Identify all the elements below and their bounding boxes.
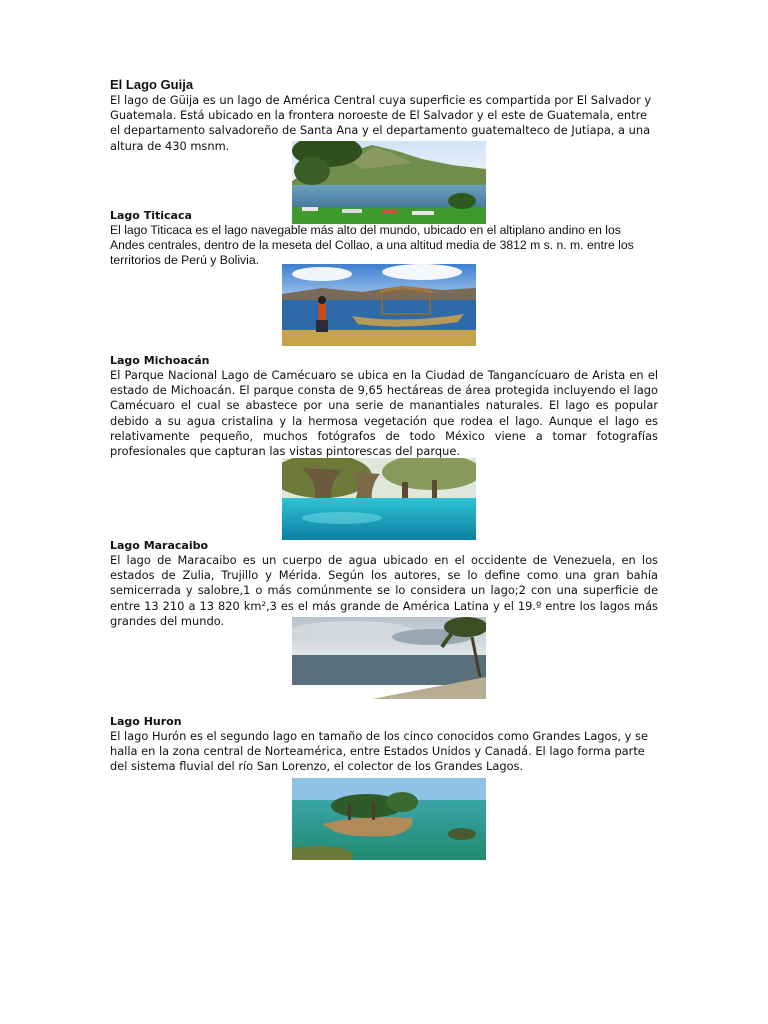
section-title: Lago Titicaca bbox=[110, 209, 192, 222]
section-huron bbox=[110, 715, 658, 775]
section-text: El lago Hurón es el segundo lago en tamaño de los cinco conocidos como Grandes Lagos, y se halla en la zona central de Norteamérica, entre Estados Unidos y Canadá. El lago forma parte del sistema fluvial del río San Lorenzo, el colector de los Grandes Lagos. bbox=[110, 729, 648, 774]
photo-lago-maracaibo bbox=[292, 617, 486, 699]
photo-lago-michoacan bbox=[282, 458, 476, 540]
section-maracaibo bbox=[110, 539, 658, 629]
section-titicaca bbox=[110, 209, 658, 269]
section-title: El Lago Guija bbox=[110, 77, 194, 92]
section-text: El lago de Güija es un lago de América Central cuya superficie es compartida por El Salvador y Guatemala. Está ubicado en la frontera noroeste de El Salvador y el este de Guatemala, entre el departamento salvadoreño de Santa Ana y el departamento guatemalteco de Jutiapa, a una altura de 430 msnm. bbox=[110, 93, 652, 153]
section-title: Lago Michoacán bbox=[110, 354, 210, 367]
section-text: El lago Titicaca es el lago navegable más alto del mundo, ubicado en el altiplano andino en los Andes centrales, dentro de la meseta del Collao, a una altitud media de 3812 m s. n. m. entre los territorios de Perú y Bolivia. bbox=[110, 223, 634, 268]
photo-lago-titicaca bbox=[282, 264, 476, 346]
section-text: El lago de Maracaibo es un cuerpo de agua ubicado en el occidente de Venezuela, en los estados de Zulia, Trujillo y Mérida. Según los autores, se lo define como una gran bahía semicerrada y salobre,1 o más comúnmente se lo considera un lago;2 con una superficie de entre 13 210 a 13 820 km²,3 es el más grande de América Latina y el 19.º entre los lagos más grandes del mundo. bbox=[110, 553, 658, 628]
section-title: Lago Maracaibo bbox=[110, 539, 209, 552]
photo-lago-huron bbox=[292, 778, 486, 860]
section-michoacan bbox=[110, 354, 658, 459]
section-text: El Parque Nacional Lago de Camécuaro se ubica en la Ciudad de Tangancícuaro de Arista en el estado de Michoacán. El parque consta de 9,65 hectáreas de área protegida incluyendo el lago Camécuaro el cual se abastece por una serie de manantiales naturales. El lago es popular debido a su agua cristalina y la hermosa vegetación que rodea el lago. Aunque el lago es relativamente pequeño, muchos fotógrafos de todo México viene a tomar fotografías profesionales que capturan las vistas pintorescas del parque. bbox=[110, 368, 658, 459]
section-title: Lago Huron bbox=[110, 715, 182, 728]
